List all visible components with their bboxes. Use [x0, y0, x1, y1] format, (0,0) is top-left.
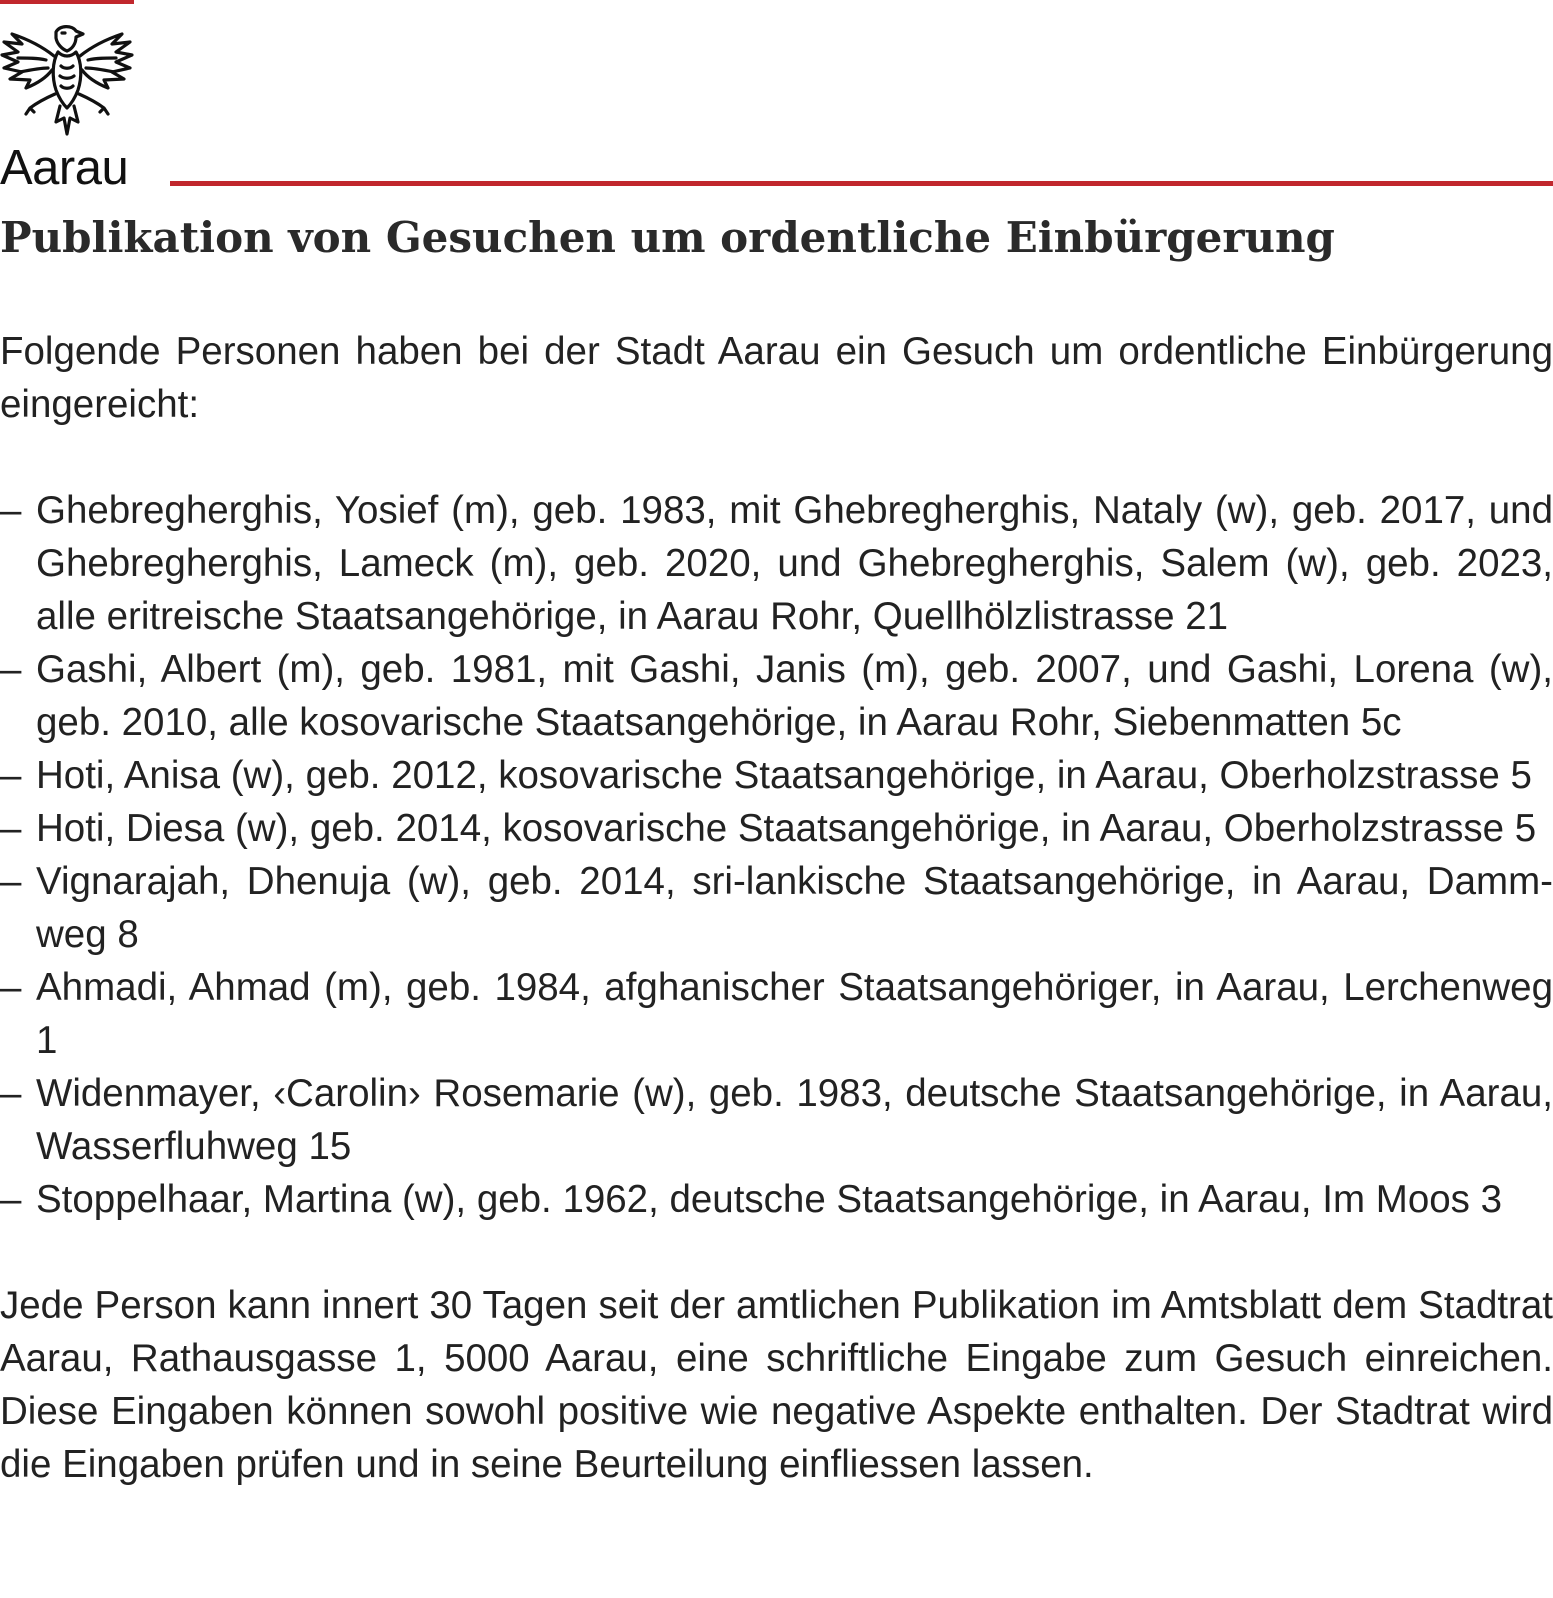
header-divider: [170, 181, 1553, 186]
list-item: – Gashi, Albert (m), geb. 1981, mit Gashi, Janis (m), geb. 2007, und Gashi, Lorena (w), geb. 2010, alle kosovarische Staatsangehörige, in Aarau Rohr, Siebenmatten 5c: [0, 643, 1553, 749]
publication-body: [0, 325, 1553, 1491]
list-item: – Widenmayer, ‹Carolin› Rosemarie (w), geb. 1983, deutsche Staatsangehörige, in Aarau, Wasserfluhweg 15: [0, 1067, 1553, 1173]
list-item: – Ahmadi, Ahmad (m), geb. 1984, afghanischer Staatsangehöriger, in Aarau, Lerchenweg 1: [0, 961, 1553, 1067]
logo-wordmark: Aarau: [0, 141, 129, 195]
intro-paragraph: Folgende Personen haben bei der Stadt Aarau ein Gesuch um ordentliche Einbürgerung eingereicht:: [0, 330, 1553, 426]
closing-paragraph: Jede Person kann innert 30 Tagen seit der amtlichen Publikation im Amtsblatt dem Stadtrat Aarau, Rathausgasse 1, 5000 Aarau, eine schriftliche Eingabe zum Gesuch einreichen. Diese Eingaben können sowohl positive wie negative Aspekte enthalten. Der Stadtrat wird die Eingaben prüfen und in seine Beurteilung einfliessen lassen.: [0, 1284, 1553, 1486]
top-accent-rule: [0, 0, 134, 4]
list-item: – Vignarajah, Dhenuja (w), geb. 2014, sri-lankische Staatsangehörige, in Aarau, Dammweg 8: [0, 855, 1553, 961]
city-logo: [0, 22, 140, 195]
list-item: – Hoti, Anisa (w), geb. 2012, kosovarische Staatsangehörige, in Aarau, Oberholzstrasse 5: [0, 749, 1553, 802]
list-item: – Stoppelhaar, Martina (w), geb. 1962, deutsche Staatsangehörige, in Aarau, Im Moos 3: [0, 1173, 1553, 1226]
list-item: – Hoti, Diesa (w), geb. 2014, kosovarische Staatsangehörige, in Aarau, Oberholzstrasse 5: [0, 802, 1553, 855]
list-item: – Ghebregherghis, Yosief (m), geb. 1983, mit Ghebregherghis, Nataly (w), geb. 2017, und Ghebregherghis, Lameck (m), geb. 2020, und Ghebregherghis, Salem (w), geb. 2023, alle eritreische Staatsangehörige, in Aarau Rohr, Quellhölzlistrasse 21: [0, 484, 1553, 643]
eagle-crest-icon: [0, 22, 134, 140]
applicant-list: [0, 484, 1553, 1226]
page-title: Publikation von Gesuchen um ordentliche Einbürgerung: [0, 213, 1335, 262]
